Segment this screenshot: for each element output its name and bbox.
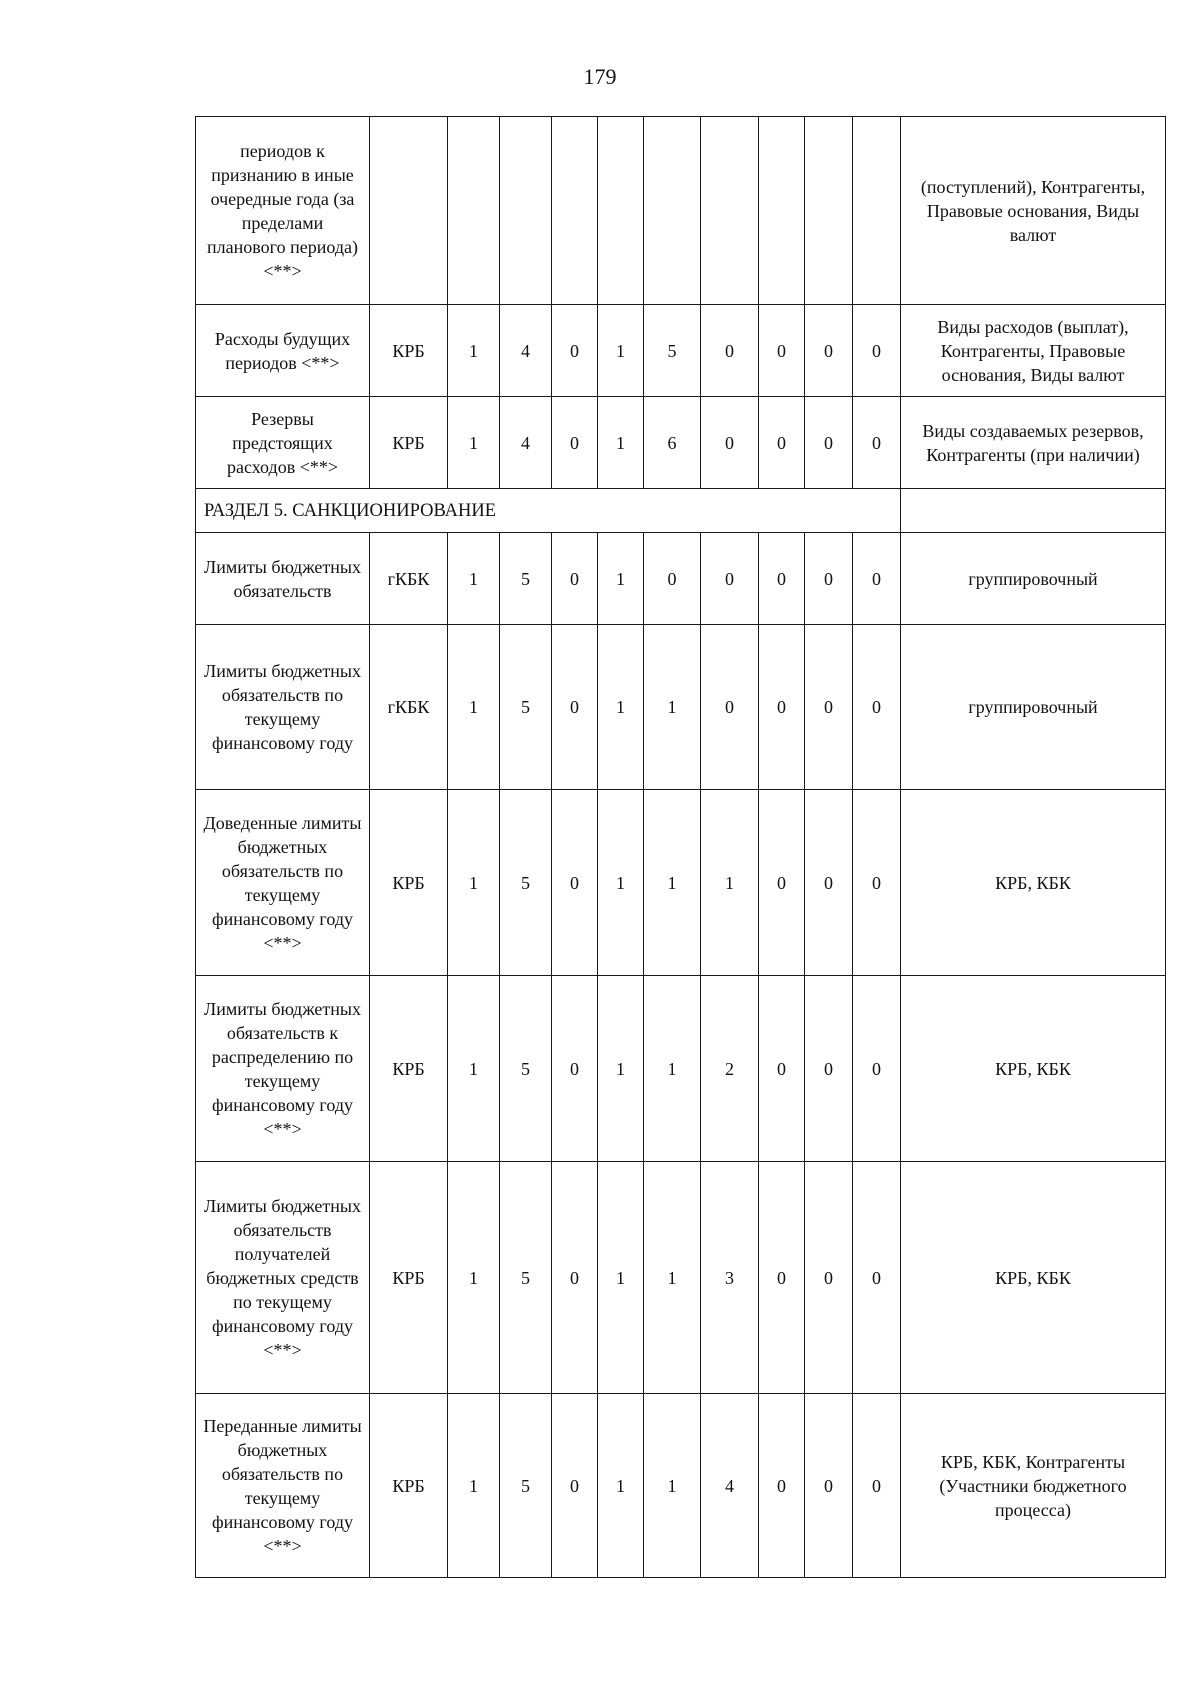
- account-digit-cell: 0: [759, 625, 805, 790]
- account-digit-cell: 0: [552, 305, 598, 397]
- account-digit-cell: 5: [500, 790, 552, 976]
- account-digit-cell: [500, 117, 552, 305]
- section-row: [196, 489, 1166, 533]
- account-digit-cell: 5: [500, 976, 552, 1162]
- account-name-cell: Доведенные лимиты бюджетных обязательств по текущему финансовому году <**>: [196, 790, 370, 976]
- account-digit-cell: [448, 117, 500, 305]
- account-digit-cell: [701, 117, 759, 305]
- account-digit-cell: 0: [644, 533, 701, 625]
- account-type-cell: гКБК: [370, 625, 448, 790]
- account-digit-cell: 1: [448, 790, 500, 976]
- account-digit-cell: 3: [701, 1162, 759, 1394]
- account-digit-cell: 1: [448, 1394, 500, 1578]
- account-digit-cell: 0: [701, 305, 759, 397]
- table-row: [196, 397, 1166, 489]
- account-digit-cell: 0: [552, 790, 598, 976]
- account-digit-cell: 1: [598, 1162, 644, 1394]
- account-digit-cell: 1: [598, 305, 644, 397]
- account-digit-cell: 0: [853, 305, 901, 397]
- account-digit-cell: 1: [644, 1162, 701, 1394]
- account-digit-cell: 0: [552, 533, 598, 625]
- section-title: РАЗДЕЛ 5. САНКЦИОНИРОВАНИЕ: [196, 489, 901, 533]
- account-digit-cell: 1: [701, 790, 759, 976]
- account-digit-cell: 0: [759, 1162, 805, 1394]
- account-digit-cell: [853, 117, 901, 305]
- account-type-cell: гКБК: [370, 533, 448, 625]
- account-digit-cell: 0: [853, 397, 901, 489]
- account-digit-cell: 0: [853, 976, 901, 1162]
- account-digit-cell: 6: [644, 397, 701, 489]
- account-digit-cell: 1: [598, 790, 644, 976]
- account-digit-cell: 0: [853, 533, 901, 625]
- account-digit-cell: 0: [805, 790, 853, 976]
- analytics-info-cell: КРБ, КБК: [901, 790, 1166, 976]
- account-type-cell: КРБ: [370, 1162, 448, 1394]
- account-name-cell: Лимиты бюджетных обязательств получателей бюджетных средств по текущему финансовому году <**>: [196, 1162, 370, 1394]
- account-digit-cell: 1: [644, 1394, 701, 1578]
- account-digit-cell: 1: [448, 625, 500, 790]
- account-digit-cell: 1: [644, 790, 701, 976]
- table-row: [196, 1162, 1166, 1394]
- account-type-cell: КРБ: [370, 976, 448, 1162]
- analytics-info-cell: КРБ, КБК: [901, 1162, 1166, 1394]
- account-digit-cell: 0: [853, 790, 901, 976]
- table-row: [196, 533, 1166, 625]
- account-digit-cell: 0: [805, 397, 853, 489]
- analytics-info-cell: группировочный: [901, 533, 1166, 625]
- analytics-info-cell: Виды расходов (выплат), Контрагенты, Правовые основания, Виды валют: [901, 305, 1166, 397]
- account-digit-cell: 0: [853, 1394, 901, 1578]
- account-digit-cell: 0: [701, 397, 759, 489]
- account-digit-cell: 4: [500, 397, 552, 489]
- account-digit-cell: 1: [448, 397, 500, 489]
- table-row: [196, 790, 1166, 976]
- account-digit-cell: 0: [759, 305, 805, 397]
- account-digit-cell: 0: [805, 533, 853, 625]
- account-digit-cell: 1: [598, 1394, 644, 1578]
- analytics-info-cell: КРБ, КБК, Контрагенты (Участники бюджетного процесса): [901, 1394, 1166, 1578]
- account-digit-cell: [759, 117, 805, 305]
- page-number: 179: [583, 64, 617, 89]
- account-digit-cell: 0: [701, 625, 759, 790]
- account-digit-cell: 0: [805, 1162, 853, 1394]
- section-info-cell: [901, 489, 1166, 533]
- table-row: [196, 625, 1166, 790]
- analytics-info-cell: (поступлений), Контрагенты, Правовые основания, Виды валют: [901, 117, 1166, 305]
- account-digit-cell: [598, 117, 644, 305]
- account-digit-cell: 0: [759, 976, 805, 1162]
- account-name-cell: периодов к признанию в иные очередные года (за пределами планового периода) <**>: [196, 117, 370, 305]
- account-digit-cell: 0: [701, 533, 759, 625]
- account-digit-cell: 1: [448, 305, 500, 397]
- table-row: [196, 1394, 1166, 1578]
- account-digit-cell: 0: [552, 397, 598, 489]
- account-digit-cell: 2: [701, 976, 759, 1162]
- account-digit-cell: 0: [552, 976, 598, 1162]
- account-digit-cell: 1: [598, 625, 644, 790]
- accounts-table: [195, 116, 1166, 1578]
- analytics-info-cell: Виды создаваемых резервов, Контрагенты (при наличии): [901, 397, 1166, 489]
- account-digit-cell: 5: [644, 305, 701, 397]
- account-digit-cell: 0: [805, 1394, 853, 1578]
- account-digit-cell: 1: [598, 533, 644, 625]
- account-digit-cell: [552, 117, 598, 305]
- account-type-cell: КРБ: [370, 790, 448, 976]
- account-type-cell: КРБ: [370, 1394, 448, 1578]
- account-type-cell: КРБ: [370, 305, 448, 397]
- account-digit-cell: 0: [759, 533, 805, 625]
- analytics-info-cell: группировочный: [901, 625, 1166, 790]
- account-digit-cell: 1: [448, 976, 500, 1162]
- account-name-cell: Расходы будущих периодов <**>: [196, 305, 370, 397]
- account-digit-cell: 0: [853, 1162, 901, 1394]
- account-digit-cell: 1: [448, 1162, 500, 1394]
- account-digit-cell: 5: [500, 533, 552, 625]
- account-type-cell: [370, 117, 448, 305]
- account-name-cell: Переданные лимиты бюджетных обязательств по текущему финансовому году <**>: [196, 1394, 370, 1578]
- account-digit-cell: 5: [500, 1162, 552, 1394]
- account-name-cell: Резервы предстоящих расходов <**>: [196, 397, 370, 489]
- table-row: [196, 305, 1166, 397]
- account-digit-cell: 0: [759, 1394, 805, 1578]
- account-digit-cell: 0: [805, 305, 853, 397]
- account-digit-cell: 0: [805, 625, 853, 790]
- account-digit-cell: 5: [500, 1394, 552, 1578]
- account-digit-cell: 0: [853, 625, 901, 790]
- account-digit-cell: 1: [598, 976, 644, 1162]
- account-digit-cell: 4: [701, 1394, 759, 1578]
- analytics-info-cell: КРБ, КБК: [901, 976, 1166, 1162]
- account-digit-cell: [805, 117, 853, 305]
- account-digit-cell: 1: [644, 625, 701, 790]
- account-name-cell: Лимиты бюджетных обязательств к распределению по текущему финансовому году <**>: [196, 976, 370, 1162]
- account-name-cell: Лимиты бюджетных обязательств по текущему финансовому году: [196, 625, 370, 790]
- account-digit-cell: [644, 117, 701, 305]
- account-digit-cell: 1: [448, 533, 500, 625]
- account-digit-cell: 5: [500, 625, 552, 790]
- account-digit-cell: 4: [500, 305, 552, 397]
- table-row: [196, 976, 1166, 1162]
- table-row: [196, 117, 1166, 305]
- account-digit-cell: 1: [644, 976, 701, 1162]
- account-type-cell: КРБ: [370, 397, 448, 489]
- account-digit-cell: 0: [552, 1394, 598, 1578]
- account-digit-cell: 0: [805, 976, 853, 1162]
- account-digit-cell: 0: [552, 625, 598, 790]
- account-name-cell: Лимиты бюджетных обязательств: [196, 533, 370, 625]
- account-digit-cell: 1: [598, 397, 644, 489]
- account-digit-cell: 0: [552, 1162, 598, 1394]
- account-digit-cell: 0: [759, 397, 805, 489]
- account-digit-cell: 0: [759, 790, 805, 976]
